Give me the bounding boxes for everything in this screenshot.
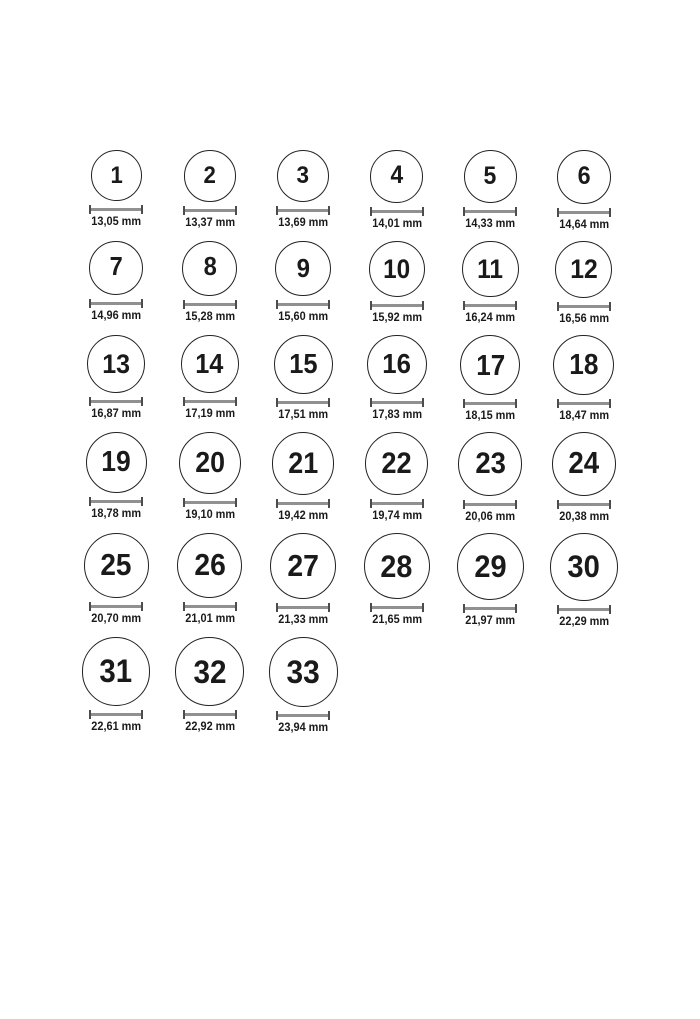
size-circle <box>182 241 237 296</box>
diameter-measure-line <box>89 710 143 719</box>
diameter-measure-line <box>557 399 611 408</box>
size-number: 32 <box>193 653 227 690</box>
size-number: 11 <box>477 253 504 284</box>
diameter-label: 21,65 mm <box>371 614 422 627</box>
ring-size-item <box>537 150 631 233</box>
diameter-measure-line <box>89 397 143 406</box>
ring-size-item <box>537 241 631 327</box>
size-circle <box>179 432 241 494</box>
measure-bar <box>185 501 235 504</box>
measure-tick-right <box>422 398 424 407</box>
measure-tick-right <box>422 207 424 216</box>
ring-size-item <box>537 335 631 424</box>
chart-row <box>70 335 631 424</box>
diameter-label: 17,83 mm <box>371 409 422 422</box>
ring-size-item <box>444 533 538 629</box>
measure-bar <box>278 606 328 609</box>
size-number: 5 <box>483 162 497 191</box>
measure-bar <box>559 503 609 506</box>
diameter-measure-line <box>557 500 611 509</box>
measure-tick-right <box>141 299 143 308</box>
ring-size-item <box>70 241 164 324</box>
chart-row <box>70 241 631 327</box>
size-circle <box>275 241 331 297</box>
diameter-label: 13,05 mm <box>91 216 142 228</box>
measure-bar <box>91 208 141 211</box>
size-circle <box>462 241 519 298</box>
size-circle <box>460 335 520 395</box>
measure-bar <box>278 401 328 404</box>
size-circle <box>370 150 423 203</box>
size-number: 18 <box>569 348 599 381</box>
diameter-label: 16,24 mm <box>465 312 516 325</box>
measure-bar <box>559 402 609 405</box>
ring-size-item <box>350 533 444 628</box>
size-circle <box>269 637 338 706</box>
diameter-measure-line <box>463 500 517 509</box>
size-number: 33 <box>286 653 320 690</box>
diameter-label: 21,01 mm <box>184 613 235 626</box>
measure-bar <box>91 713 141 716</box>
diameter-label: 18,78 mm <box>91 508 142 521</box>
diameter-measure-line <box>463 399 517 408</box>
size-number: 29 <box>474 547 507 584</box>
measure-tick-right <box>422 301 424 310</box>
diameter-label: 22,29 mm <box>558 615 609 628</box>
size-number: 20 <box>194 446 225 479</box>
measure-bar <box>91 605 141 608</box>
diameter-measure-line <box>89 205 143 214</box>
size-circle <box>365 432 428 495</box>
diameter-label: 20,70 mm <box>91 612 142 625</box>
diameter-measure-line <box>557 605 611 614</box>
diameter-measure-line <box>370 398 424 407</box>
size-number: 10 <box>383 253 411 284</box>
measure-bar <box>372 606 422 609</box>
measure-bar <box>559 305 609 308</box>
measure-tick-right <box>141 397 143 406</box>
size-number: 25 <box>100 548 132 583</box>
measure-tick-right <box>141 205 143 214</box>
diameter-label: 14,64 mm <box>558 218 609 231</box>
size-circle <box>457 533 524 600</box>
size-number: 13 <box>102 348 131 380</box>
size-number: 26 <box>194 547 226 583</box>
size-circle <box>177 533 242 598</box>
chart-row <box>70 150 631 233</box>
size-circle <box>274 335 333 394</box>
size-number: 12 <box>569 253 598 284</box>
diameter-measure-line <box>370 301 424 310</box>
measure-tick-right <box>422 499 424 508</box>
measure-tick-right <box>235 397 237 406</box>
measure-tick-right <box>609 208 611 217</box>
measure-bar <box>465 503 515 506</box>
measure-bar <box>465 210 515 213</box>
measure-tick-right <box>328 711 330 720</box>
ring-size-item <box>163 432 257 523</box>
ring-size-item <box>257 637 351 735</box>
ring-size-item <box>163 637 257 734</box>
diameter-measure-line <box>183 602 237 611</box>
ring-size-item <box>257 150 351 231</box>
diameter-label: 20,38 mm <box>558 511 609 524</box>
measure-tick-right <box>141 602 143 611</box>
measure-tick-right <box>515 399 517 408</box>
diameter-measure-line <box>276 603 330 612</box>
ring-size-item <box>350 335 444 423</box>
measure-tick-right <box>515 301 517 310</box>
diameter-label: 14,33 mm <box>465 218 516 231</box>
measure-tick-right <box>235 710 237 719</box>
diameter-measure-line <box>183 397 237 406</box>
size-circle <box>367 335 427 395</box>
diameter-measure-line <box>276 398 330 407</box>
diameter-measure-line <box>183 206 237 215</box>
size-number: 27 <box>287 547 320 583</box>
measure-tick-right <box>422 603 424 612</box>
chart-row <box>70 533 631 629</box>
ring-size-item <box>537 432 631 525</box>
measure-bar <box>465 607 515 610</box>
size-number: 17 <box>475 348 505 381</box>
diameter-measure-line <box>276 499 330 508</box>
measure-bar <box>372 401 422 404</box>
measure-tick-right <box>235 300 237 309</box>
diameter-label: 22,92 mm <box>184 721 235 734</box>
diameter-measure-line <box>89 497 143 506</box>
measure-bar <box>91 400 141 403</box>
measure-bar <box>372 502 422 505</box>
diameter-label: 14,01 mm <box>371 217 422 230</box>
size-number: 28 <box>380 548 413 584</box>
ring-size-item <box>444 150 538 232</box>
size-number: 8 <box>203 253 217 282</box>
ring-size-item <box>537 533 631 629</box>
measure-tick-right <box>235 206 237 215</box>
size-circle <box>550 533 618 601</box>
measure-bar <box>185 209 235 212</box>
diameter-measure-line <box>183 300 237 309</box>
ring-size-item <box>444 432 538 524</box>
size-circle <box>91 150 142 201</box>
measure-tick-right <box>328 206 330 215</box>
size-number: 30 <box>567 548 600 584</box>
ring-size-item <box>163 533 257 627</box>
chart-row <box>70 637 631 735</box>
measure-tick-right <box>515 207 517 216</box>
ring-size-item <box>70 533 164 626</box>
diameter-measure-line <box>557 302 611 311</box>
size-circle <box>552 432 616 496</box>
ring-size-item <box>70 432 164 522</box>
ring-size-chart <box>70 150 631 735</box>
diameter-measure-line <box>276 206 330 215</box>
ring-size-item <box>444 335 538 424</box>
diameter-label: 13,69 mm <box>278 217 329 230</box>
size-circle <box>272 432 334 494</box>
size-number: 21 <box>288 446 319 480</box>
measure-tick-right <box>235 498 237 507</box>
size-circle <box>369 241 425 297</box>
diameter-label: 18,15 mm <box>465 409 516 422</box>
diameter-measure-line <box>463 207 517 216</box>
ring-size-item <box>163 335 257 422</box>
diameter-measure-line <box>370 603 424 612</box>
ring-size-item <box>70 637 164 734</box>
size-number: 7 <box>109 253 123 282</box>
measure-tick-right <box>328 300 330 309</box>
size-circle <box>555 241 612 298</box>
size-number: 3 <box>296 161 310 189</box>
diameter-measure-line <box>463 301 517 310</box>
diameter-label: 16,56 mm <box>558 312 609 325</box>
measure-bar <box>278 502 328 505</box>
size-circle <box>84 533 149 598</box>
measure-tick-right <box>328 499 330 508</box>
diameter-measure-line <box>183 498 237 507</box>
ring-size-item <box>257 533 351 628</box>
measure-bar <box>91 500 141 503</box>
ring-size-item <box>70 335 164 422</box>
diameter-measure-line <box>276 711 330 720</box>
size-circle <box>181 335 239 393</box>
size-number: 31 <box>99 653 133 690</box>
ring-size-item <box>257 432 351 523</box>
size-circle <box>277 150 329 202</box>
size-number: 22 <box>381 446 412 480</box>
measure-tick-right <box>515 604 517 613</box>
size-circle <box>270 533 336 599</box>
measure-bar <box>559 211 609 214</box>
size-circle <box>87 335 145 393</box>
ring-size-item <box>257 241 351 325</box>
size-number: 14 <box>195 348 224 380</box>
ring-size-item <box>350 241 444 326</box>
measure-bar <box>185 605 235 608</box>
measure-bar <box>185 400 235 403</box>
measure-bar <box>559 608 609 611</box>
diameter-label: 19,10 mm <box>184 509 235 522</box>
ring-size-item <box>350 432 444 524</box>
size-circle <box>364 533 430 599</box>
diameter-measure-line <box>276 300 330 309</box>
diameter-label: 19,42 mm <box>278 509 329 522</box>
size-circle <box>464 150 517 203</box>
measure-bar <box>185 303 235 306</box>
measure-bar <box>465 304 515 307</box>
size-number: 6 <box>577 162 591 191</box>
size-circle <box>86 432 147 493</box>
measure-bar <box>185 713 235 716</box>
measure-tick-right <box>328 398 330 407</box>
measure-tick-right <box>609 302 611 311</box>
size-number: 19 <box>101 446 131 479</box>
measure-bar <box>372 210 422 213</box>
diameter-label: 18,47 mm <box>558 410 609 423</box>
diameter-label: 21,33 mm <box>278 613 329 626</box>
size-circle <box>557 150 611 204</box>
size-number: 15 <box>289 348 318 380</box>
diameter-label: 20,06 mm <box>465 510 516 523</box>
measure-bar <box>278 209 328 212</box>
size-number: 2 <box>203 161 216 189</box>
diameter-label: 15,60 mm <box>278 311 329 324</box>
measure-bar <box>465 402 515 405</box>
measure-bar <box>278 303 328 306</box>
diameter-measure-line <box>557 208 611 217</box>
diameter-measure-line <box>183 710 237 719</box>
diameter-measure-line <box>89 299 143 308</box>
measure-tick-right <box>515 500 517 509</box>
size-circle <box>458 432 522 496</box>
diameter-label: 16,87 mm <box>91 407 142 420</box>
diameter-label: 17,51 mm <box>278 408 329 421</box>
size-number: 4 <box>390 161 404 189</box>
measure-bar <box>91 302 141 305</box>
diameter-measure-line <box>463 604 517 613</box>
ring-size-item <box>444 241 538 326</box>
diameter-label: 13,37 mm <box>184 216 235 229</box>
measure-tick-right <box>141 710 143 719</box>
size-number: 9 <box>296 253 310 284</box>
diameter-label: 22,61 mm <box>91 720 142 733</box>
size-number: 16 <box>382 348 412 380</box>
ring-size-item <box>163 150 257 230</box>
size-circle <box>82 637 150 705</box>
ring-size-item <box>70 150 164 230</box>
size-circle <box>89 241 143 295</box>
diameter-label: 19,74 mm <box>371 510 422 523</box>
size-circle <box>175 637 244 706</box>
diameter-measure-line <box>370 499 424 508</box>
ring-size-item <box>163 241 257 325</box>
diameter-label: 15,92 mm <box>371 311 422 324</box>
diameter-measure-line <box>370 207 424 216</box>
measure-tick-right <box>328 603 330 612</box>
size-circle <box>184 150 236 202</box>
size-number: 23 <box>474 447 506 480</box>
measure-bar <box>278 714 328 717</box>
measure-tick-right <box>141 497 143 506</box>
diameter-label: 23,94 mm <box>278 721 329 734</box>
diameter-measure-line <box>89 602 143 611</box>
chart-row <box>70 432 631 525</box>
diameter-label: 14,96 mm <box>91 310 142 323</box>
diameter-label: 21,97 mm <box>465 615 516 628</box>
size-number: 1 <box>110 161 123 189</box>
measure-tick-right <box>235 602 237 611</box>
measure-tick-right <box>609 500 611 509</box>
diameter-label: 15,28 mm <box>184 310 235 323</box>
measure-bar <box>372 304 422 307</box>
ring-size-item <box>350 150 444 232</box>
size-number: 24 <box>568 447 600 481</box>
diameter-label: 17,19 mm <box>184 408 235 421</box>
measure-tick-right <box>609 399 611 408</box>
ring-size-item <box>257 335 351 423</box>
size-circle <box>553 335 614 396</box>
measure-tick-right <box>609 605 611 614</box>
